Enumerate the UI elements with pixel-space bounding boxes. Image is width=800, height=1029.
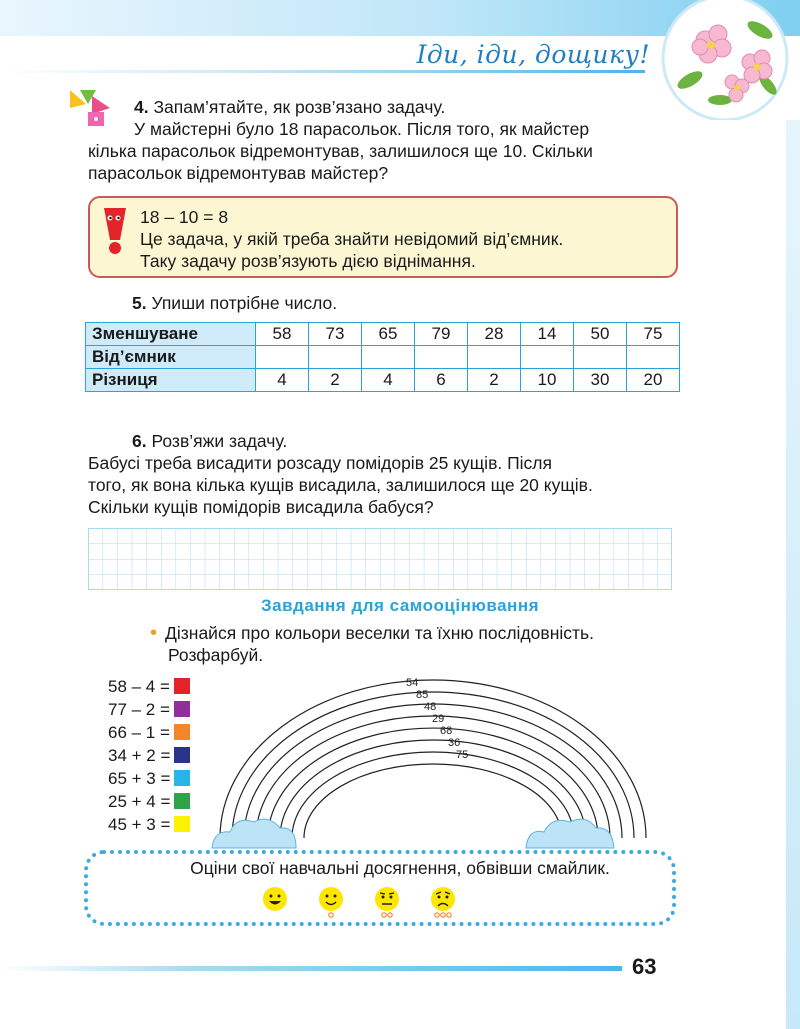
equation-row: 65 + 3 = [108,768,190,790]
rule-line: Таку задачу розв’язують дією віднімання. [140,251,476,271]
task-number: 4. [134,97,149,117]
self-assessment-title: Завдання для самооцінювання [260,596,540,615]
rule-line: Це задача, у якій треба знайти невідомий від’ємник. [140,229,564,249]
answer-grid[interactable] [88,528,672,590]
answer-cell[interactable] [362,346,415,369]
task-text-line: Бабусі треба висадити розсаду помідорів 25 кущів. Після [88,453,552,473]
task-text-line: У майстерні було 18 парасольок. Після того, як майстер [134,119,590,139]
table-cell: 79 [415,323,468,346]
rainbow-task-line: • Дізнайся про кольори веселки та їхню послідовність. [150,622,594,644]
task-number: 6. [132,431,147,451]
table-row [86,323,680,346]
task-6 [88,430,678,518]
table-cell: 30 [574,369,627,392]
table-cell: 2 [468,369,521,392]
task-4-header [88,96,674,118]
answer-cell[interactable] [415,346,468,369]
arc-number: 48 [424,701,437,713]
color-swatch [174,678,190,694]
row-label: Від’ємник [86,346,256,369]
rainbow-task [150,622,680,666]
color-swatch [174,724,190,740]
sad-face-icon[interactable] [430,886,456,918]
big-smile-icon[interactable] [262,886,288,912]
rainbow-outline[interactable] [210,670,690,852]
equation-row: 34 + 2 = [108,745,190,767]
table-cell: 2 [309,369,362,392]
task-text-line: парасольок відремонтував майстер? [88,163,389,183]
footer-rule [0,966,622,971]
equation-row: 66 – 1 = [108,722,190,744]
page-edge [786,120,800,1029]
color-swatch [174,701,190,717]
task-text-line: того, як вона кілька кущів висадила, залишилося ще 20 кущів. [88,475,593,495]
task-text-line: кілька парасольок відремонтував, залишилося ще 10. Скільки [88,141,593,161]
table-cell: 4 [256,369,309,392]
table-cell: 58 [256,323,309,346]
rainbow-task-line: Розфарбуй. [168,645,264,665]
arc-number: 36 [448,737,461,749]
rule-equation: 18 – 10 = 8 [140,207,229,227]
arc-number: 54 [406,677,419,689]
task-text-line: Скільки кущів помідорів висадила бабуся? [88,497,434,517]
table-cell: 20 [627,369,680,392]
table-cell: 6 [415,369,468,392]
answer-cell[interactable] [574,346,627,369]
arc-number: 68 [440,725,453,737]
page-title: Іди, іди, дощику! [416,40,650,69]
answer-cell[interactable] [468,346,521,369]
bullet-icon: • [150,622,158,644]
table-cell: 10 [521,369,574,392]
answer-cell[interactable] [256,346,309,369]
equation-row: 77 – 2 = [108,699,190,721]
table-row [86,369,680,392]
task-5-header [132,292,337,314]
equation-row: 58 – 4 = [108,676,190,698]
task-instruction: Запам’ятайте, як розв’язано задачу. [153,97,446,117]
task-number: 5. [132,293,147,313]
answer-cell[interactable] [521,346,574,369]
color-swatch [174,816,190,832]
table-row [86,346,680,369]
task-4 [88,96,674,184]
task-6-header [88,430,678,452]
row-label: Різниця [86,369,256,392]
page-number: 63 [632,954,657,979]
header-rule [0,70,645,73]
color-swatch [174,770,190,786]
table-cell: 28 [468,323,521,346]
smile-icon[interactable] [318,886,344,918]
equation-row: 45 + 3 = [108,814,190,836]
exclamation-icon [98,204,132,256]
row-label: Зменшуване [86,323,256,346]
rule-text [140,206,660,272]
subtraction-table [85,322,680,392]
color-swatch [174,793,190,809]
table-cell: 50 [574,323,627,346]
arc-number: 85 [416,689,429,701]
assessment-text: Оціни свої навчальні досягнення, обвівши смайлик. [190,858,610,878]
answer-cell[interactable] [627,346,680,369]
arc-number: 29 [432,713,445,725]
table-cell: 4 [362,369,415,392]
table-cell: 75 [627,323,680,346]
equation-row: 25 + 4 = [108,791,190,813]
table-cell: 73 [309,323,362,346]
color-swatch [174,747,190,763]
neutral-face-icon[interactable] [374,886,400,918]
task-instruction: Упиши потрібне число. [151,293,338,313]
arc-number: 75 [456,749,469,761]
task-instruction: Розв’яжи задачу. [151,431,288,451]
table-cell: 65 [362,323,415,346]
answer-cell[interactable] [309,346,362,369]
table-cell: 14 [521,323,574,346]
